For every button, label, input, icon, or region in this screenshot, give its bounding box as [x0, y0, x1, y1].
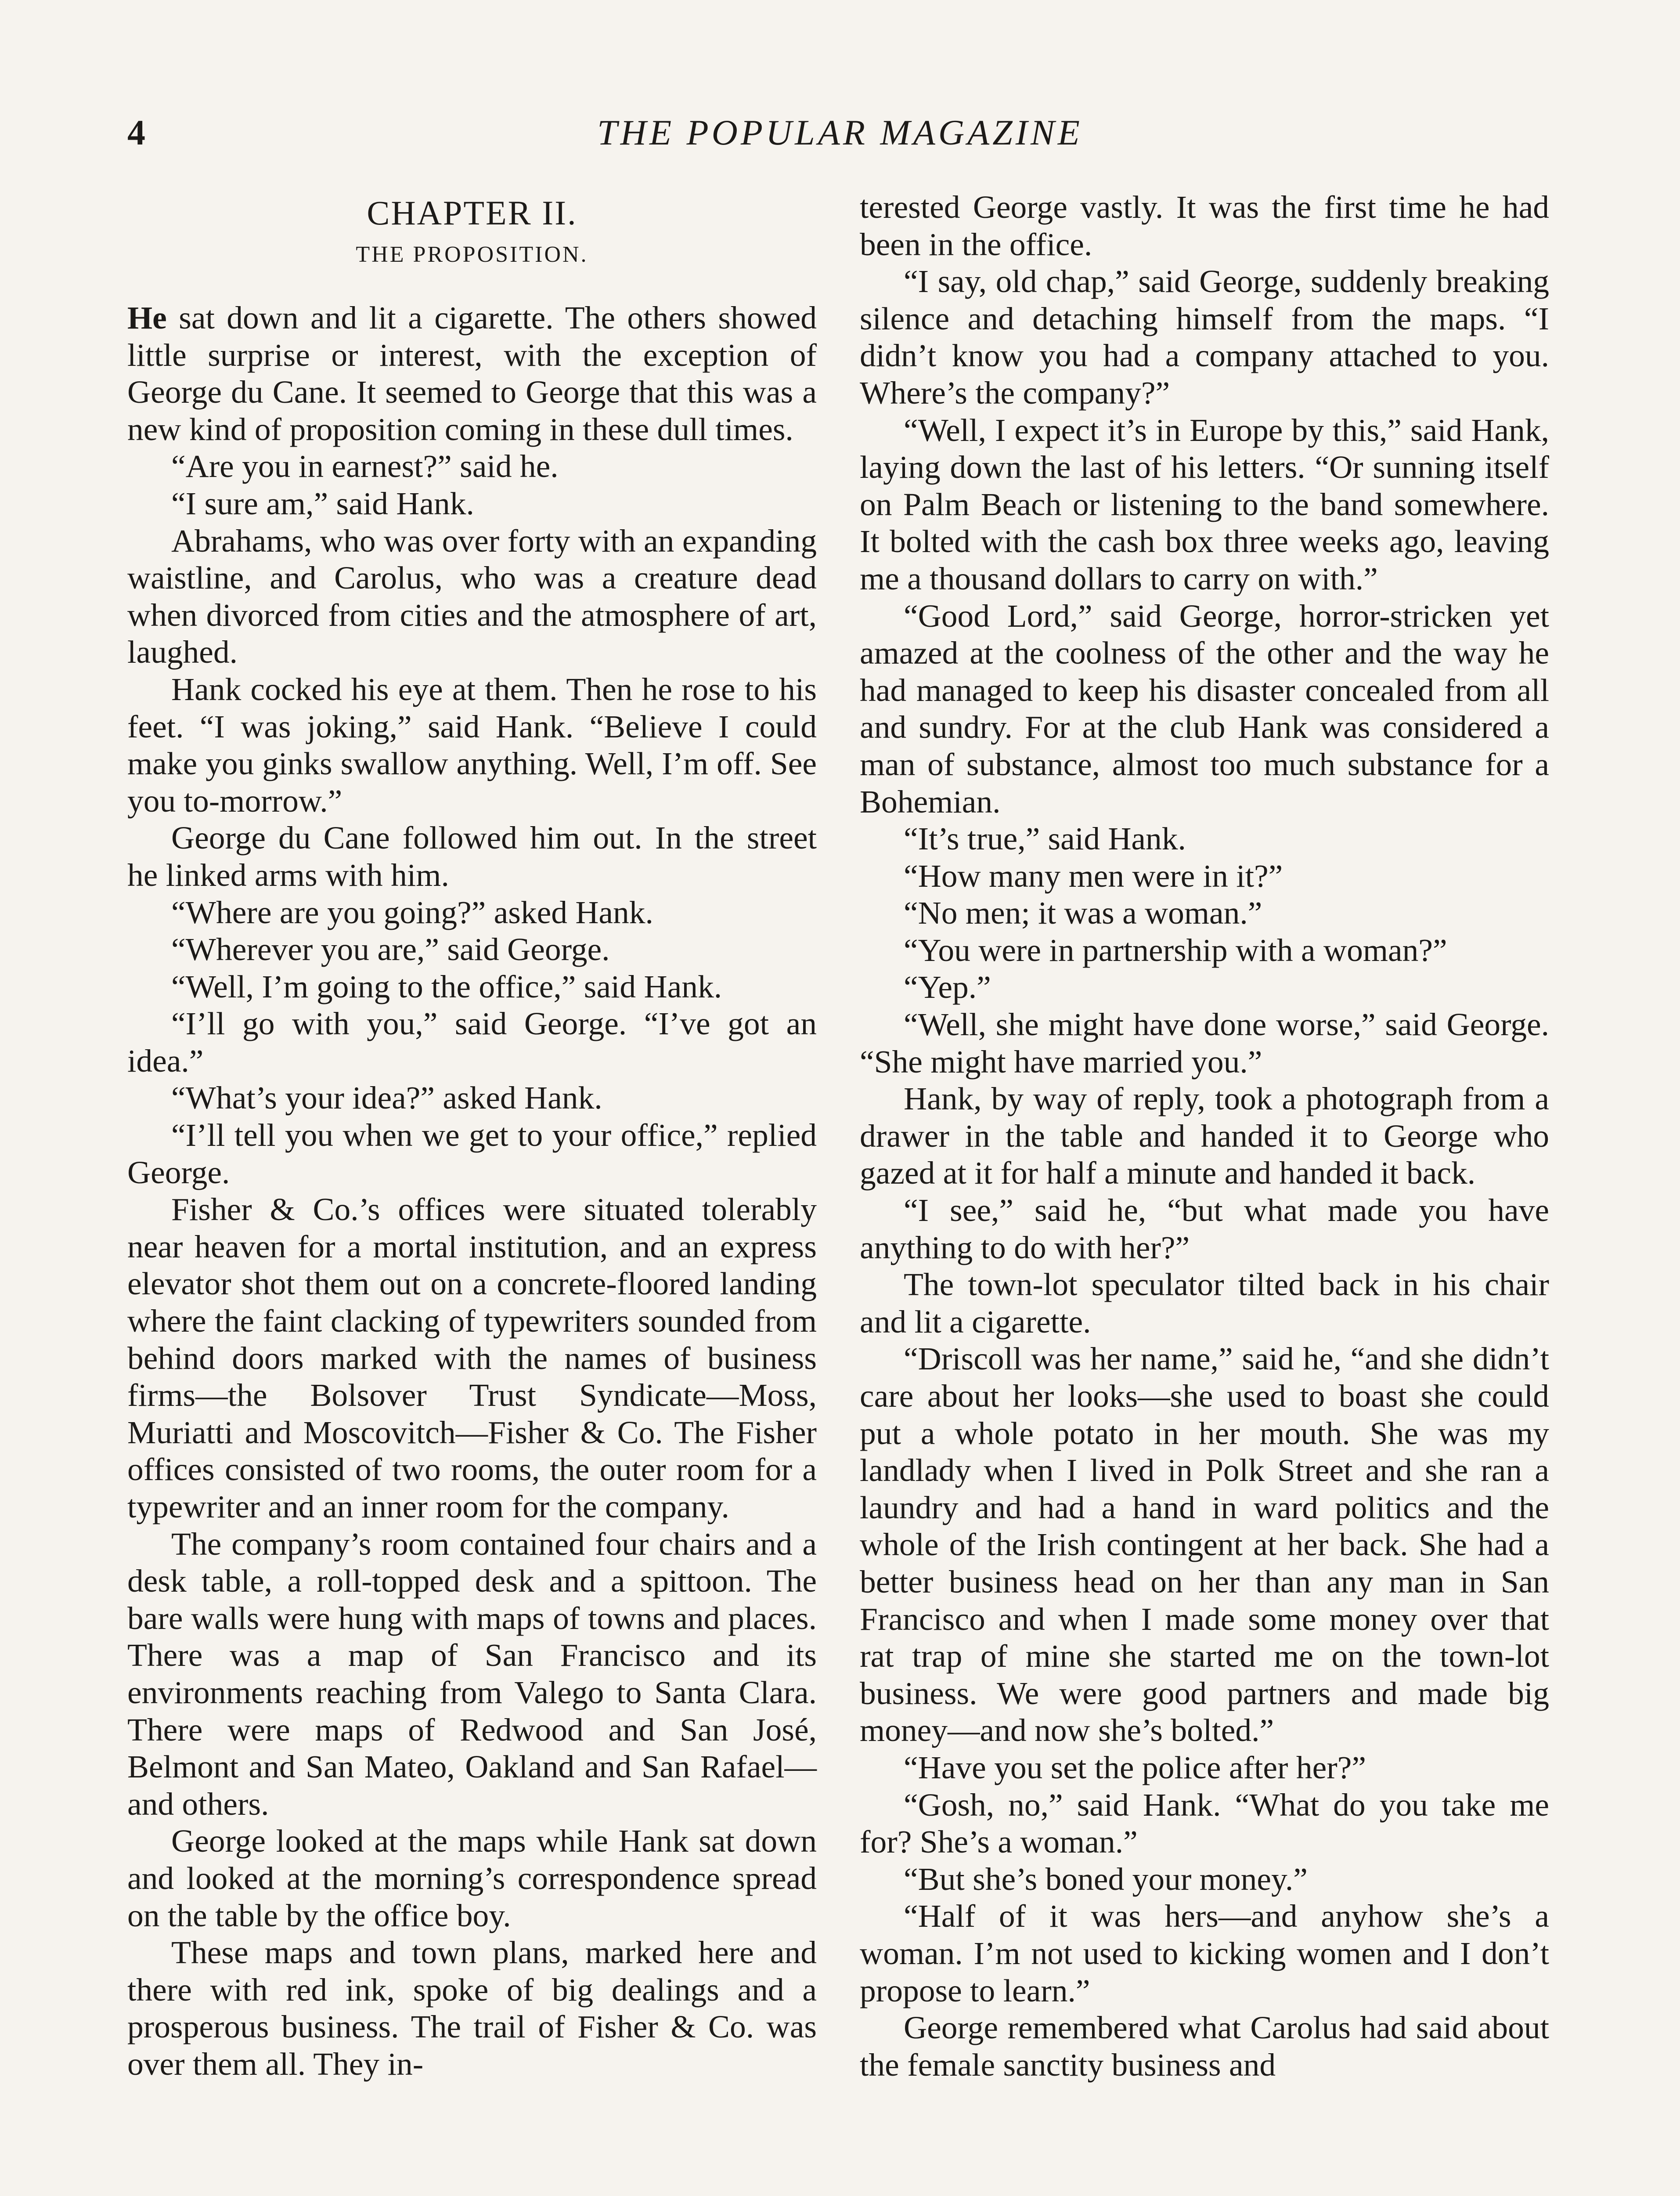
chapter-heading: CHAPTER II. [367, 194, 577, 232]
paragraph: “Wherever you are,” said George. [171, 932, 610, 968]
paragraph: George remembered what Carolus had said about the female sanctity business and [860, 2010, 1549, 2083]
paragraph: The company’s room contained four chairs and a desk table, a roll-topped desk and a spittoon. The bare walls were hung with maps of towns and places. There was a map of San Francisco and its environments reaching from Valego to Santa Clara. There were maps of Redwood and San José, Belmont and San Mateo, Oakland and San Rafael—and others. [127, 1526, 817, 1822]
magazine-title: THE POPULAR MAGAZINE [597, 112, 1083, 152]
page-number: 4 [127, 112, 146, 152]
paragraph: “What’s your idea?” asked Hank. [171, 1080, 602, 1116]
running-head [127, 112, 1553, 160]
paragraph: The town-lot speculator tilted back in his chair and lit a cigarette. [860, 1267, 1549, 1340]
paragraph: “Yep.” [904, 969, 991, 1005]
paragraph: Hank cocked his eye at them. Then he rose to his feet. “I was joking,” said Hank. “Believe I could make you ginks swallow anything. Well, I’m off. See you to-morrow.” [127, 671, 817, 819]
paragraph: “It’s true,” said Hank. [904, 821, 1186, 857]
paragraph: “Have you set the police after her?” [904, 1749, 1366, 1785]
lead-word: He [127, 300, 167, 336]
paragraph: “How many men were in it?” [904, 858, 1283, 894]
paragraph: terested George vastly. It was the first time he had been in the office. [860, 189, 1549, 262]
paragraph: Abrahams, who was over forty with an expanding waistline, and Carolus, who was a creature dead when divorced from cities and the atmosphere of art, laughed. [127, 523, 817, 670]
right-column [860, 189, 1549, 2084]
paragraph: “Good Lord,” said George, horror-stricken yet amazed at the coolness of the other and the way he had managed to keep his disaster concealed from all and sundry. For at the club Hank was considered a man of substance, almost too much substance for a Bohemian. [860, 598, 1549, 820]
paragraph: “Half of it was hers—and anyhow she’s a woman. I’m not used to kicking women and I don’t propose to learn.” [860, 1898, 1549, 2008]
paragraph: “I’ll go with you,” said George. “I’ve got an idea.” [127, 1006, 817, 1079]
paragraph: “You were in partnership with a woman?” [904, 932, 1447, 968]
paragraph: Hank, by way of reply, took a photograph from a drawer in the table and handed it to George who gazed at it for half a minute and handed it back. [860, 1081, 1549, 1191]
paragraph: “I see,” said he, “but what made you have anything to do with her?” [860, 1192, 1549, 1265]
paragraph: These maps and town plans, marked here and there with red ink, spoke of big dealings and a prosperous business. The trail of Fisher & Co. was over them all. They in- [127, 1935, 817, 2082]
paragraph: “Gosh, no,” said Hank. “What do you take me for? She’s a woman.” [860, 1787, 1549, 1860]
paragraph: George looked at the maps while Hank sat down and looked at the morning’s correspondence spread on the table by the office boy. [127, 1823, 817, 1933]
paragraph: “Well, I expect it’s in Europe by this,” said Hank, laying down the last of his letters. “Or sunning itself on Palm Beach or listening to the band somewhere. It bolted with the cash box three weeks ago, leaving me a thousand dollars to carry on with.” [860, 412, 1549, 596]
paragraph: “I sure am,” said Hank. [171, 485, 474, 521]
paragraph: “Well, I’m going to the office,” said Hank. [171, 968, 722, 1004]
paragraph [127, 300, 817, 448]
paragraph: Fisher & Co.’s offices were situated tolerably near heaven for a mortal institution, and an express elevator shot them out on a concrete-floored landing where the faint clacking of typewriters sounded from behind doors marked with the names of business firms—the Bolsover Trust Syndicate—Moss, Muriatti and Moscovitch—Fisher & Co. The Fisher offices consisted of two rooms, the outer room for a typewriter and an inner room for the company. [127, 1192, 817, 1524]
chapter-subtitle: THE PROPOSITION. [356, 242, 588, 267]
paragraph: “Are you in earnest?” said he. [171, 448, 559, 484]
paragraph: “No men; it was a woman.” [904, 895, 1262, 931]
paragraph: “Well, she might have done worse,” said George. “She might have married you.” [860, 1007, 1549, 1080]
left-column [127, 189, 817, 2083]
paragraph-text: sat down and lit a cigarette. The others showed little surprise or interest, with the exception of George du Cane. It seemed to George that this was a new kind of proposition coming in these dull times. [127, 300, 817, 447]
paragraph: “I say, old chap,” said George, suddenly breaking silence and detaching himself from the maps. “I didn’t know you had a company attached to you. Where’s the company?” [860, 264, 1549, 411]
paragraph: George du Cane followed him out. In the street he linked arms with him. [127, 820, 817, 893]
paragraph: “But she’s boned your money.” [904, 1861, 1308, 1897]
paragraph: “I’ll tell you when we get to your office,” replied George. [127, 1117, 817, 1190]
paragraph: “Driscoll was her name,” said he, “and she didn’t care about her looks—she used to boast she could put a whole potato in her mouth. She was my landlady when I lived in Polk Street and she ran a laundry and had a hand in ward politics and the whole of the Irish contingent at her back. She had a better business head on her than any man in San Francisco and when I made some money over that rat trap of mine she started me on the town-lot business. We were good partners and made big money—and now she’s bolted.” [860, 1341, 1549, 1748]
paragraph: “Where are you going?” asked Hank. [171, 894, 653, 930]
